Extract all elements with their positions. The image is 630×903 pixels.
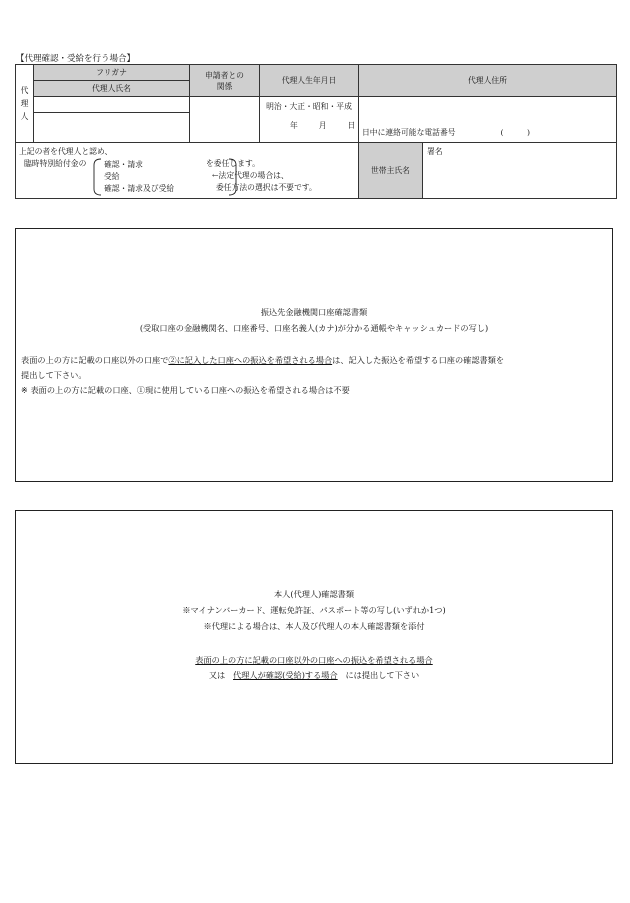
bank-note: ※ 表面の上の方に記載の口座、①現に使用している口座への振込を希望される場合は不要 xyxy=(21,385,350,395)
phone-parens: ( ) xyxy=(500,128,531,137)
bank-box-subtitle: (受取口座の金融機関名、口座番号、口座名義人(カナ)が分かる通帳やキャッシュカードの写し) xyxy=(139,323,489,333)
month-label: 月 xyxy=(318,121,327,130)
delegation-text-b: ←法定代理の場合は、 xyxy=(212,171,289,180)
delegation-text-a: を委任します。 xyxy=(206,159,260,168)
bank-para-a: 表面の上の方に記載の口座以外の口座で xyxy=(21,355,169,365)
id-line3-underlined: 表面の上の方に記載の口座以外の口座への振込を希望される場合 xyxy=(195,655,433,665)
bank-document-box xyxy=(15,228,613,482)
proxy-name-field[interactable] xyxy=(34,113,190,143)
proxy-side-label xyxy=(16,65,34,143)
birthdate-field[interactable] xyxy=(260,97,359,143)
bank-para-b: は、記入した振込を希望する口座の確認書類を xyxy=(332,355,505,365)
side-char-3: 人 xyxy=(20,112,29,121)
household-signature-cell xyxy=(359,143,617,199)
delegation-options xyxy=(90,157,186,195)
id-line4-pre: 又は xyxy=(208,670,226,680)
proxy-section-heading: 【代理確認・受給を行う場合】 xyxy=(16,54,136,64)
delegation-text-c: 委任方法の選択は不要です。 xyxy=(216,183,317,192)
delegation-line2: 臨時特別給付金の xyxy=(24,159,87,168)
bank-para-c: 提出して下さい。 xyxy=(21,370,87,380)
id-box-line3 xyxy=(16,655,612,666)
bank-box-title: 振込先金融機関口座確認書類 xyxy=(260,307,368,317)
delegation-cell xyxy=(16,143,359,199)
id-line4-post: には提出して下さい xyxy=(345,670,420,680)
address-header: 代理人住所 xyxy=(359,65,617,97)
relation-field[interactable] xyxy=(190,97,260,143)
option-receive[interactable]: 受給 xyxy=(104,172,120,181)
bank-box-paragraph xyxy=(21,353,608,398)
signature-label: 署名 xyxy=(427,147,443,156)
birthdate-header: 代理人生年月日 xyxy=(260,65,359,97)
id-box-line2: ※代理による場合は、本人及び代理人の本人確認書類を添付 xyxy=(203,621,425,631)
bank-para-underlined: ②に記入した口座への振込を希望される場合 xyxy=(168,355,333,365)
relation-header xyxy=(190,65,260,97)
id-box-line4 xyxy=(16,670,612,681)
signature-field[interactable] xyxy=(423,143,616,198)
side-char-1: 代 xyxy=(20,86,29,95)
address-field[interactable] xyxy=(359,97,617,143)
furigana-header: フリガナ xyxy=(34,65,190,81)
side-char-2: 理 xyxy=(20,99,29,108)
furigana-field[interactable] xyxy=(34,97,190,113)
year-label: 年 xyxy=(290,121,298,130)
proxy-name-header: 代理人氏名 xyxy=(34,81,190,97)
delegation-line1: 上記の者を代理人と認め、 xyxy=(19,147,113,156)
proxy-table xyxy=(15,64,617,199)
id-document-box xyxy=(15,510,613,764)
id-box-line1: ※マイナンバーカード、運転免許証、パスポート等の写し(いずれか1つ) xyxy=(182,605,446,615)
household-head-label: 世帯主氏名 xyxy=(359,143,423,198)
day-label: 日 xyxy=(347,121,356,130)
option-confirm-request-receive[interactable]: 確認・請求及び受給 xyxy=(104,184,175,193)
relation-header-line2: 関係 xyxy=(216,81,233,91)
daytime-phone-label: 日中に連絡可能な電話番号 xyxy=(362,128,456,137)
era-options: 明治・大正・昭和・平成 xyxy=(266,102,352,111)
relation-header-line1: 申請者との xyxy=(205,70,244,80)
id-line4-underlined: 代理人が確認(受給)する場合 xyxy=(233,670,338,680)
option-confirm-request[interactable]: 確認・請求 xyxy=(104,160,143,169)
id-box-title: 本人(代理人)確認書類 xyxy=(273,589,355,599)
